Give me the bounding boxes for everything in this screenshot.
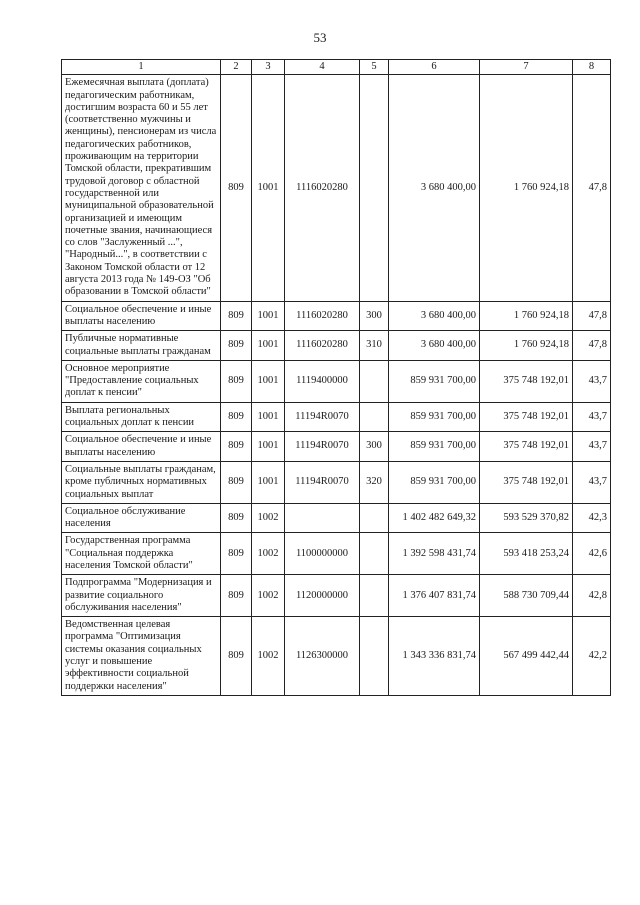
row-section-code-cell: 1001: [252, 301, 285, 331]
row-percent-cell: 47,8: [573, 331, 611, 361]
row-name-cell: Социальное обеспечение и иные выплаты населению: [62, 301, 221, 331]
row-name-cell: Публичные нормативные социальные выплаты гражданам: [62, 331, 221, 361]
row-percent-cell: 43,7: [573, 432, 611, 462]
row-expense-type-cell: [360, 360, 389, 402]
row-percent-cell: 47,8: [573, 75, 611, 301]
row-percent-cell: 43,7: [573, 360, 611, 402]
row-actual-amount-cell: 375 748 192,01: [480, 432, 573, 462]
row-ministry-code-cell: 809: [221, 461, 252, 503]
row-ministry-code-cell: 809: [221, 301, 252, 331]
row-section-code-cell: 1001: [252, 402, 285, 432]
row-section-code-cell: 1002: [252, 533, 285, 575]
row-target-article-cell: [285, 503, 360, 533]
row-section-code-cell: 1002: [252, 617, 285, 696]
row-expense-type-cell: [360, 575, 389, 617]
row-ministry-code-cell: 809: [221, 575, 252, 617]
row-percent-cell: 42,2: [573, 617, 611, 696]
row-actual-amount-cell: 1 760 924,18: [480, 75, 573, 301]
row-expense-type-cell: 320: [360, 461, 389, 503]
row-ministry-code-cell: 809: [221, 503, 252, 533]
row-expense-type-cell: [360, 503, 389, 533]
table-body: [62, 60, 611, 696]
row-name-cell: Социальное обслуживание населения: [62, 503, 221, 533]
row-expense-type-cell: 300: [360, 301, 389, 331]
row-target-article-cell: 1120000000: [285, 575, 360, 617]
header-cell: 5: [360, 60, 389, 75]
row-section-code-cell: 1001: [252, 360, 285, 402]
row-target-article-cell: 1100000000: [285, 533, 360, 575]
row-target-article-cell: 1116020280: [285, 301, 360, 331]
row-name-cell: Ежемесячная выплата (доплата) педагогическим работникам, достигшим возраста 60 и 55 лет (соответственно мужчины и женщины), пенсионерам из числа педагогических работников, проживающим на территории Томской области, прекратившим трудовой договор с областной государственной или муниципальной образовательной организацией и имеющим почетные звания, начинающиеся со слов "Заслуженный ...", "Народный...", в соответствии с Законом Томской области от 12 августа 2013 года № 149-ОЗ "Об образовании в Томской области": [62, 75, 221, 301]
table-row: [62, 331, 611, 361]
page-number: 53: [313, 30, 327, 45]
header-cell: 8: [573, 60, 611, 75]
row-actual-amount-cell: 375 748 192,01: [480, 360, 573, 402]
row-section-code-cell: 1002: [252, 503, 285, 533]
row-percent-cell: 43,7: [573, 461, 611, 503]
row-target-article-cell: 11194R0070: [285, 402, 360, 432]
table-row: [62, 503, 611, 533]
row-actual-amount-cell: 375 748 192,01: [480, 402, 573, 432]
row-plan-amount-cell: 3 680 400,00: [389, 75, 480, 301]
row-name-cell: Выплата региональных социальных доплат к пенсии: [62, 402, 221, 432]
row-plan-amount-cell: 859 931 700,00: [389, 360, 480, 402]
table-row: [62, 432, 611, 462]
row-actual-amount-cell: 567 499 442,44: [480, 617, 573, 696]
table-row: [62, 301, 611, 331]
row-percent-cell: 42,6: [573, 533, 611, 575]
row-section-code-cell: 1001: [252, 331, 285, 361]
header-cell: 7: [480, 60, 573, 75]
row-ministry-code-cell: 809: [221, 331, 252, 361]
row-target-article-cell: 11194R0070: [285, 432, 360, 462]
table-row: [62, 533, 611, 575]
row-name-cell: Ведомственная целевая программа "Оптимизация системы оказания социальных услуг и повышение эффективности социальной поддержки населения": [62, 617, 221, 696]
header-cell: 3: [252, 60, 285, 75]
header-cell: 4: [285, 60, 360, 75]
row-percent-cell: 42,8: [573, 575, 611, 617]
row-plan-amount-cell: 859 931 700,00: [389, 432, 480, 462]
row-percent-cell: 43,7: [573, 402, 611, 432]
row-target-article-cell: 1119400000: [285, 360, 360, 402]
row-name-cell: Социальное обеспечение и иные выплаты населению: [62, 432, 221, 462]
row-expense-type-cell: [360, 533, 389, 575]
row-plan-amount-cell: 1 392 598 431,74: [389, 533, 480, 575]
row-actual-amount-cell: 1 760 924,18: [480, 301, 573, 331]
row-plan-amount-cell: 1 343 336 831,74: [389, 617, 480, 696]
row-expense-type-cell: [360, 617, 389, 696]
row-section-code-cell: 1001: [252, 432, 285, 462]
budget-table: [61, 59, 611, 696]
row-section-code-cell: 1002: [252, 575, 285, 617]
row-actual-amount-cell: 593 529 370,82: [480, 503, 573, 533]
row-plan-amount-cell: 859 931 700,00: [389, 402, 480, 432]
row-name-cell: Основное мероприятие "Предоставление социальных доплат к пенсии": [62, 360, 221, 402]
row-actual-amount-cell: 593 418 253,24: [480, 533, 573, 575]
row-actual-amount-cell: 1 760 924,18: [480, 331, 573, 361]
table-row: [62, 575, 611, 617]
row-target-article-cell: 1126300000: [285, 617, 360, 696]
row-target-article-cell: 1116020280: [285, 75, 360, 301]
row-plan-amount-cell: 1 402 482 649,32: [389, 503, 480, 533]
row-actual-amount-cell: 588 730 709,44: [480, 575, 573, 617]
row-plan-amount-cell: 3 680 400,00: [389, 331, 480, 361]
row-ministry-code-cell: 809: [221, 617, 252, 696]
row-expense-type-cell: [360, 75, 389, 301]
row-target-article-cell: 11194R0070: [285, 461, 360, 503]
row-ministry-code-cell: 809: [221, 360, 252, 402]
row-ministry-code-cell: 809: [221, 533, 252, 575]
row-plan-amount-cell: 3 680 400,00: [389, 301, 480, 331]
row-section-code-cell: 1001: [252, 461, 285, 503]
row-name-cell: Подпрограмма "Модернизация и развитие социального обслуживания населения": [62, 575, 221, 617]
row-name-cell: Государственная программа "Социальная поддержка населения Томской области": [62, 533, 221, 575]
table-row: [62, 617, 611, 696]
row-name-cell: Социальные выплаты гражданам, кроме публичных нормативных социальных выплат: [62, 461, 221, 503]
header-cell: 1: [62, 60, 221, 75]
row-expense-type-cell: [360, 402, 389, 432]
table-row: [62, 461, 611, 503]
row-ministry-code-cell: 809: [221, 75, 252, 301]
header-row: [62, 60, 611, 75]
header-cell: 6: [389, 60, 480, 75]
row-expense-type-cell: 300: [360, 432, 389, 462]
row-percent-cell: 47,8: [573, 301, 611, 331]
header-cell: 2: [221, 60, 252, 75]
row-actual-amount-cell: 375 748 192,01: [480, 461, 573, 503]
row-ministry-code-cell: 809: [221, 402, 252, 432]
row-section-code-cell: 1001: [252, 75, 285, 301]
table-row: [62, 75, 611, 301]
row-target-article-cell: 1116020280: [285, 331, 360, 361]
row-expense-type-cell: 310: [360, 331, 389, 361]
row-plan-amount-cell: 1 376 407 831,74: [389, 575, 480, 617]
table-row: [62, 402, 611, 432]
row-percent-cell: 42,3: [573, 503, 611, 533]
table-row: [62, 360, 611, 402]
row-plan-amount-cell: 859 931 700,00: [389, 461, 480, 503]
row-ministry-code-cell: 809: [221, 432, 252, 462]
